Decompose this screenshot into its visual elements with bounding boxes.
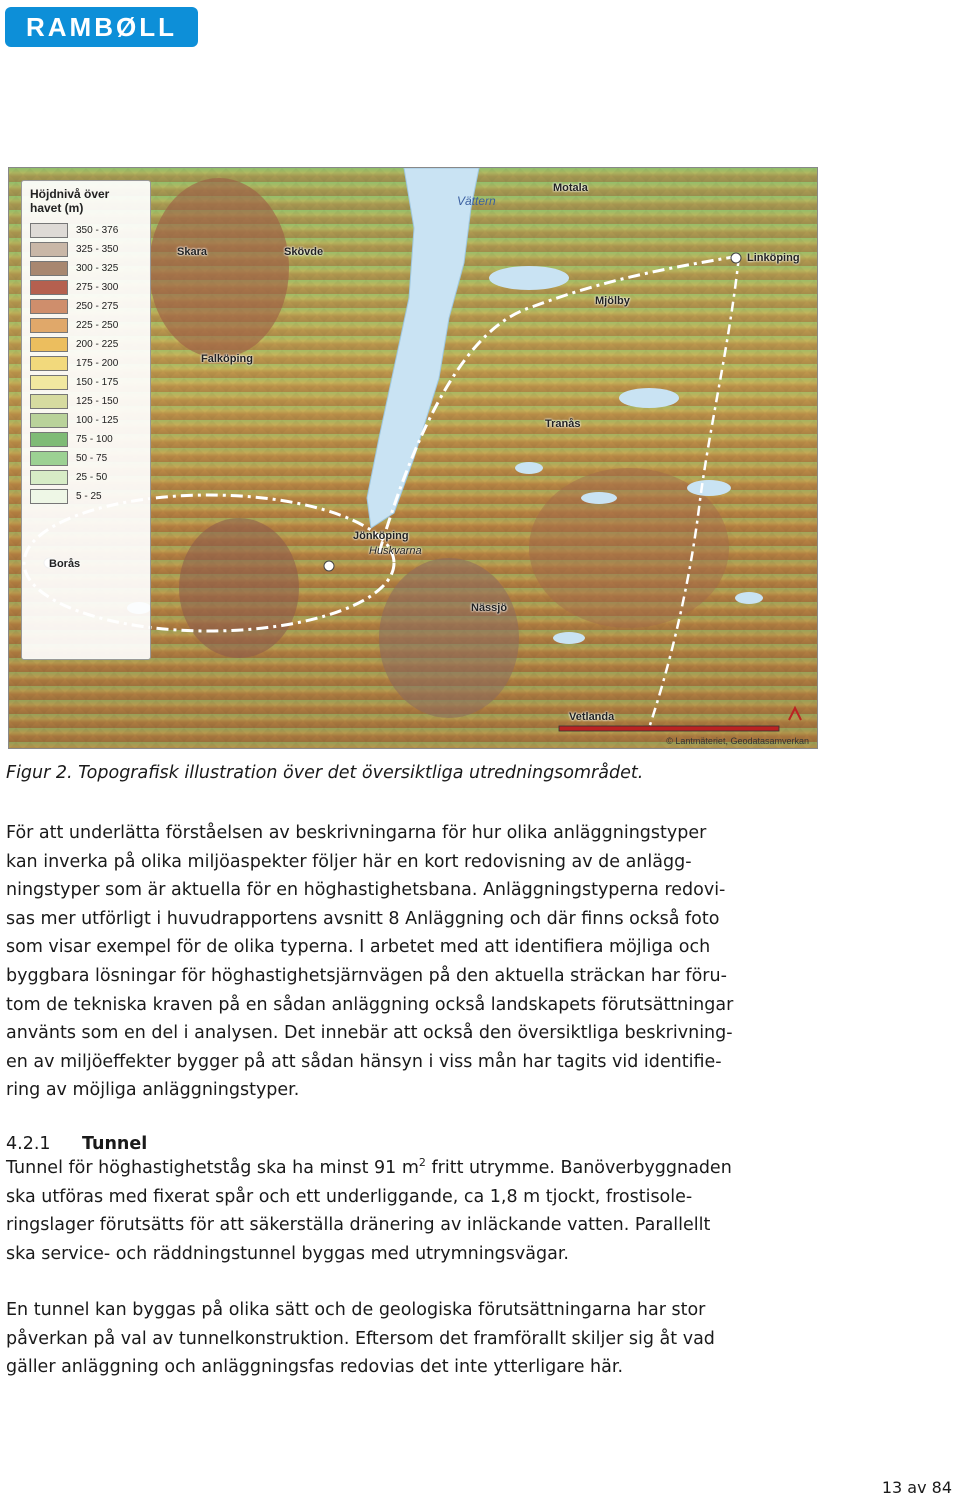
legend-entry xyxy=(30,221,142,240)
legend-entry xyxy=(30,430,142,449)
legend-swatch xyxy=(30,337,68,352)
legend-title: Höjdnivå över havet (m) xyxy=(30,187,110,215)
place-falkoping: Falköping xyxy=(201,353,253,365)
page-number: 13 av 84 xyxy=(881,1478,952,1497)
legend-label: 300 - 325 xyxy=(76,263,119,274)
legend-entry xyxy=(30,411,142,430)
legend-swatch xyxy=(30,299,68,314)
legend-swatch xyxy=(30,223,68,238)
paragraph-line: För att underlätta förståelsen av beskrivningarna för hur olika anläggningstyper xyxy=(6,823,707,843)
legend-entry xyxy=(30,316,142,335)
legend-entry xyxy=(30,468,142,487)
legend-swatch xyxy=(30,451,68,466)
paragraph-line xyxy=(6,1154,826,1183)
lake-small-5 xyxy=(515,462,543,474)
figure-caption: Figur 2. Topografisk illustration över det översiktliga utredningsområdet. xyxy=(6,763,644,783)
legend-entry xyxy=(30,278,142,297)
lake-small-2 xyxy=(619,388,679,408)
section-title: Tunnel xyxy=(82,1134,148,1154)
legend-label: 150 - 175 xyxy=(76,377,119,388)
paragraph-construction xyxy=(6,1296,826,1382)
legend-label: 350 - 376 xyxy=(76,225,119,236)
paragraph-line: ska service- och räddningstunnel byggas med utrymningsvägar. xyxy=(6,1243,569,1264)
paragraph-line: sas mer utförligt i huvudrapportens avsnitt 8 Anläggning och där finns också foto xyxy=(6,908,720,929)
lake-small-8 xyxy=(735,592,763,604)
legend-label: 100 - 125 xyxy=(76,415,119,426)
lake-small-4 xyxy=(581,492,617,504)
paragraph-line: en av miljöeffekter bygger på att sådan hänsyn i viss mån har tagits vid identifie- xyxy=(6,1051,722,1072)
lake-small-1 xyxy=(489,266,569,290)
highland-southwest xyxy=(179,518,299,658)
superscript: 2 xyxy=(418,1156,426,1170)
paragraph-line: påverkan på val av tunnelkonstruktion. Eftersom det framförallt skiljer sig åt vad xyxy=(6,1328,715,1349)
legend-label: 5 - 25 xyxy=(76,491,102,502)
legend-entry xyxy=(30,354,142,373)
legend-label: 200 - 225 xyxy=(76,339,119,350)
legend-swatch xyxy=(30,261,68,276)
place-skovde: Skövde xyxy=(284,246,324,258)
legend-entry xyxy=(30,240,142,259)
legend-swatch xyxy=(30,470,68,485)
place-mjolby: Mjölby xyxy=(595,295,630,307)
place-tranas: Tranås xyxy=(545,418,581,430)
lake-small-3 xyxy=(687,480,731,496)
paragraph-line: som visar exempel för de olika typerna. I arbetet med att identifiera möjliga och xyxy=(6,937,711,958)
paragraph-line: ska utföras med fixerat spår och ett underliggande, ca 1,8 m tjockt, frostisole- xyxy=(6,1186,693,1207)
place-huskvarna: Huskvarna xyxy=(369,545,422,557)
legend-label: 325 - 350 xyxy=(76,244,119,255)
legend-label: 275 - 300 xyxy=(76,282,119,293)
paragraph-tunnel xyxy=(6,1154,826,1268)
lake-small-7 xyxy=(553,632,585,644)
place-skara: Skara xyxy=(177,246,207,258)
scale-bar xyxy=(559,726,779,731)
legend-entry xyxy=(30,392,142,411)
legend-entry xyxy=(30,259,142,278)
legend-label: 75 - 100 xyxy=(76,434,113,445)
place-boras: Borås xyxy=(49,558,81,570)
paragraph-line: ningstyper som är aktuella för en höghastighetsbana. Anläggningstyperna redovi- xyxy=(6,880,726,901)
place-vattern: Vättern xyxy=(457,194,496,208)
legend-entry xyxy=(30,487,142,506)
ramboll-logo: RAMBØLL xyxy=(5,7,198,47)
legend-swatch xyxy=(30,394,68,409)
legend-label: 250 - 275 xyxy=(76,301,119,312)
legend-entry xyxy=(30,335,142,354)
legend-entry xyxy=(30,449,142,468)
highland-south xyxy=(379,558,519,718)
place-nassjo: Nässjö xyxy=(471,602,508,614)
legend-entry xyxy=(30,297,142,316)
paragraph-line: ringslager förutsätts för att säkerställa dränering av inläckande vatten. Parallellt xyxy=(6,1215,711,1236)
text-span: fritt utrymme. Banöverbyggnaden xyxy=(425,1158,732,1178)
legend-label: 50 - 75 xyxy=(76,453,108,464)
legend-swatch xyxy=(30,432,68,447)
legend-label: 125 - 150 xyxy=(76,396,119,407)
paragraph-line: byggbara lösningar för höghastighetsjärnvägen på den aktuella sträckan har föru- xyxy=(6,965,727,986)
section-number: 4.2.1 xyxy=(6,1134,51,1154)
topographic-map xyxy=(8,167,818,749)
station-marker-jonkoping xyxy=(324,561,334,571)
paragraph-lines xyxy=(6,1183,826,1269)
place-linkoping: Linköping xyxy=(747,252,800,264)
paragraph-line: ring av möjliga anläggningstyper. xyxy=(6,1080,300,1101)
legend-label: 25 - 50 xyxy=(76,472,108,483)
paragraph-line: gäller anläggning och anläggningsfas redovias det inte ytterligare här. xyxy=(6,1357,624,1378)
highland-west xyxy=(149,178,289,358)
text-span: Tunnel för höghastighetståg ska ha minst 91 m xyxy=(6,1158,419,1178)
paragraph-line: använts som en del i analysen. Det innebär att också den översiktliga beskrivning- xyxy=(6,1023,733,1044)
place-vetlanda: Vetlanda xyxy=(569,711,615,723)
legend-label: 175 - 200 xyxy=(76,358,119,369)
legend-swatch xyxy=(30,375,68,390)
paragraph-line: En tunnel kan byggas på olika sätt och de geologiska förutsättningarna har stor xyxy=(6,1300,706,1320)
station-marker-linkoping xyxy=(731,253,741,263)
legend-swatch xyxy=(30,489,68,504)
place-motala: Motala xyxy=(553,182,588,194)
place-jonkoping: Jönköping xyxy=(353,530,409,542)
legend-swatch xyxy=(30,318,68,333)
legend-swatch xyxy=(30,280,68,295)
paragraph-line: kan inverka på olika miljöaspekter följer här en kort redovisning av de anlägg- xyxy=(6,851,692,872)
map-credit: © Lantmäteriet, Geodatasamverkan xyxy=(666,736,809,746)
legend-swatch xyxy=(30,242,68,257)
legend-swatch xyxy=(30,356,68,371)
legend-entries xyxy=(30,221,142,506)
legend-swatch xyxy=(30,413,68,428)
legend-entry xyxy=(30,373,142,392)
legend-label: 225 - 250 xyxy=(76,320,119,331)
paragraph-line: tom de tekniska kraven på en sådan anläggning också landskapets förutsättningar xyxy=(6,994,734,1015)
map-legend xyxy=(21,180,151,660)
paragraph-intro xyxy=(6,819,826,1105)
